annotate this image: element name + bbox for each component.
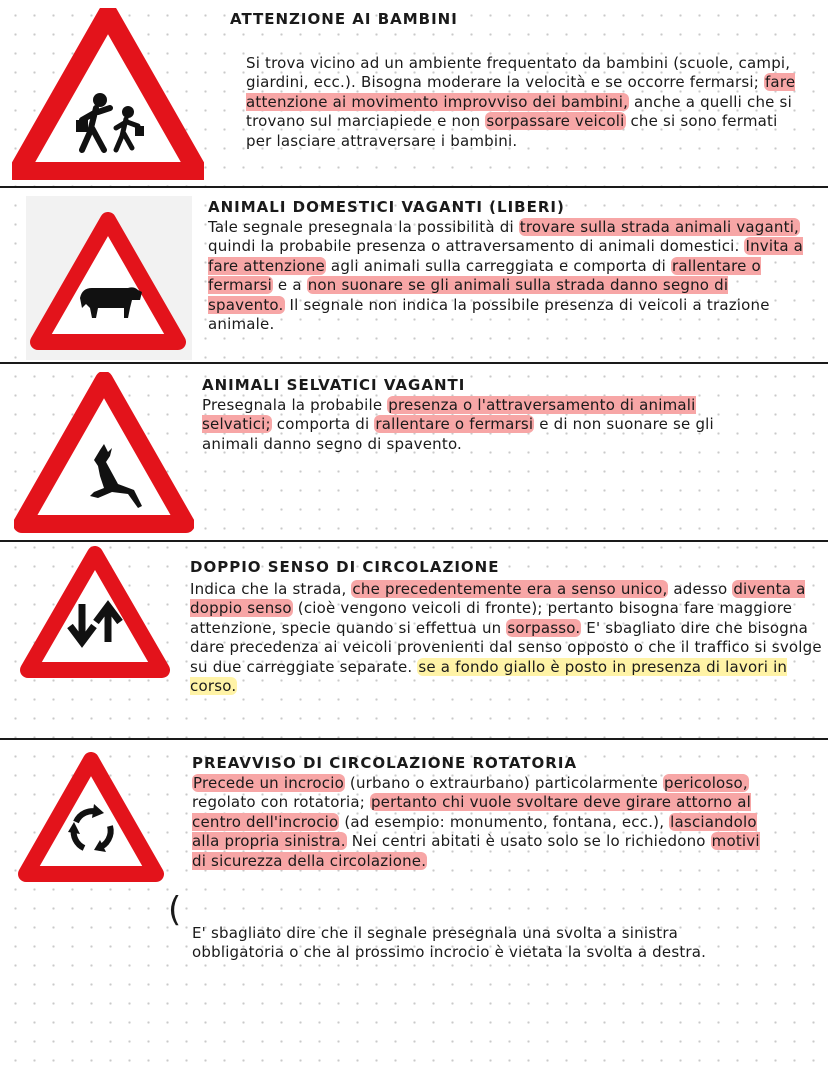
- text-run: quindi la probabile presenza o attraversamento di animali domestici.: [208, 237, 745, 256]
- note-text: E' sbagliato dire che il segnale presegnala una svolta a sinistra obbligatoria o che al prossimo incrocio è vietata la svolta a destra.: [192, 924, 707, 962]
- text-run: e di non suonare se gli animali danno segno di spavento.: [202, 415, 714, 453]
- section-text: [202, 396, 742, 454]
- section-text: [208, 218, 808, 334]
- text-run: anche a quelli che si trovano sul marciapiede e non: [246, 92, 792, 131]
- highlighted-text: sorpasso.: [507, 618, 581, 637]
- section-title: DOPPIO SENSO DI CIRCOLAZIONE: [190, 558, 500, 576]
- text-run: (cioè vengono veicoli di fronte); pertanto bisogna fare maggiore attenzione, specie quando si effettua un: [190, 599, 793, 637]
- text-run: Si trova vicino ad un ambiente frequentato da bambini (scuole, campi, giardini, ecc.). Bisogna moderare la velocità e se occorre fermarsi;: [246, 54, 791, 92]
- text-run: regolato con rotatoria;: [192, 793, 370, 812]
- highlighted-text: pertanto chi vuole svoltare deve girare attorno al centro dell'incrocio: [192, 793, 751, 831]
- text-run: adesso: [668, 580, 733, 598]
- cattle-crossing-sign-icon: [30, 212, 186, 352]
- section-title: ATTENZIONE AI BAMBINI: [230, 10, 458, 28]
- section-text: [246, 54, 806, 151]
- children-crossing-sign-icon: [12, 8, 204, 180]
- text-run: agli animali sulla carreggiata e comporta di: [325, 256, 671, 275]
- highlighted-text: Precede un incrocio: [193, 774, 344, 792]
- text-run: E' sbagliato dire che bisogna dare precedenza ai veicoli provenienti dal senso opposto o che il traffico si svolge su due carreggiate separate.: [190, 618, 822, 676]
- section-wild-animals: [0, 364, 828, 540]
- highlighted-text: se a fondo giallo è posto in presenza di lavori in corso.: [190, 657, 788, 696]
- section-domestic-animals: [0, 188, 828, 362]
- text-run: Nei centri abitati è usato solo se lo richiedono: [346, 832, 711, 851]
- section-children: [0, 0, 828, 186]
- highlighted-text: Invita a fare attenzione: [208, 237, 804, 275]
- note-bracket-icon: (: [168, 890, 182, 930]
- roundabout-sign-icon: [18, 752, 164, 884]
- highlighted-text: diventa a doppio senso: [190, 580, 806, 618]
- highlighted-text: sorpassare veicoli: [486, 112, 625, 131]
- highlighted-text: pericoloso,: [663, 774, 748, 792]
- highlighted-text: presenza o l'attraversamento di animali selvatici;: [202, 396, 696, 434]
- highlighted-text: rallentare o fermarsi: [208, 256, 761, 295]
- text-run: Tale segnale presegnala la possibilità di: [208, 218, 519, 236]
- text-run: Indica che la strada,: [190, 580, 352, 598]
- highlighted-text: rallentare o fermarsi: [375, 415, 534, 434]
- highlighted-text: motivi di sicurezza della circolazione.: [192, 832, 760, 870]
- section-title: ANIMALI DOMESTICI VAGANTI (LIBERI): [208, 198, 565, 216]
- highlighted-text: lasciandolo alla propria sinistra.: [192, 812, 757, 851]
- section-two-way: [0, 542, 828, 738]
- highlighted-text: che precedentemente era a senso unico,: [352, 580, 668, 598]
- highlighted-text: non suonare se gli animali sulla strada danno segno di spavento.: [208, 276, 729, 314]
- text-run: che si sono fermati per lasciare attraversare i bambini.: [246, 112, 778, 150]
- two-way-traffic-sign-icon: [20, 546, 170, 680]
- text-run: (urbano o extraurbano) particolarmente: [344, 774, 663, 792]
- text-run: e a: [272, 276, 307, 295]
- deer-crossing-sign-icon: [14, 372, 194, 534]
- section-text: [190, 580, 822, 696]
- section-title: PREAVVISO DI CIRCOLAZIONE ROTATORIA: [192, 754, 578, 772]
- highlighted-text: fare attenzione ai movimento improvviso dei bambini,: [246, 73, 796, 111]
- section-title: ANIMALI SELVATICI VAGANTI: [202, 376, 466, 394]
- text-run: comporta di: [271, 415, 375, 434]
- section-roundabout: [0, 740, 828, 1069]
- text-run: (ad esempio: monumento, fontana, ecc.),: [339, 812, 670, 831]
- section-text: [192, 774, 772, 871]
- text-run: Il segnale non indica la possibile presenza di veicoli a trazione animale.: [208, 295, 770, 334]
- text-run: Presegnala la probabile: [202, 396, 388, 414]
- highlighted-text: trovare sulla strada animali vaganti,: [519, 218, 800, 236]
